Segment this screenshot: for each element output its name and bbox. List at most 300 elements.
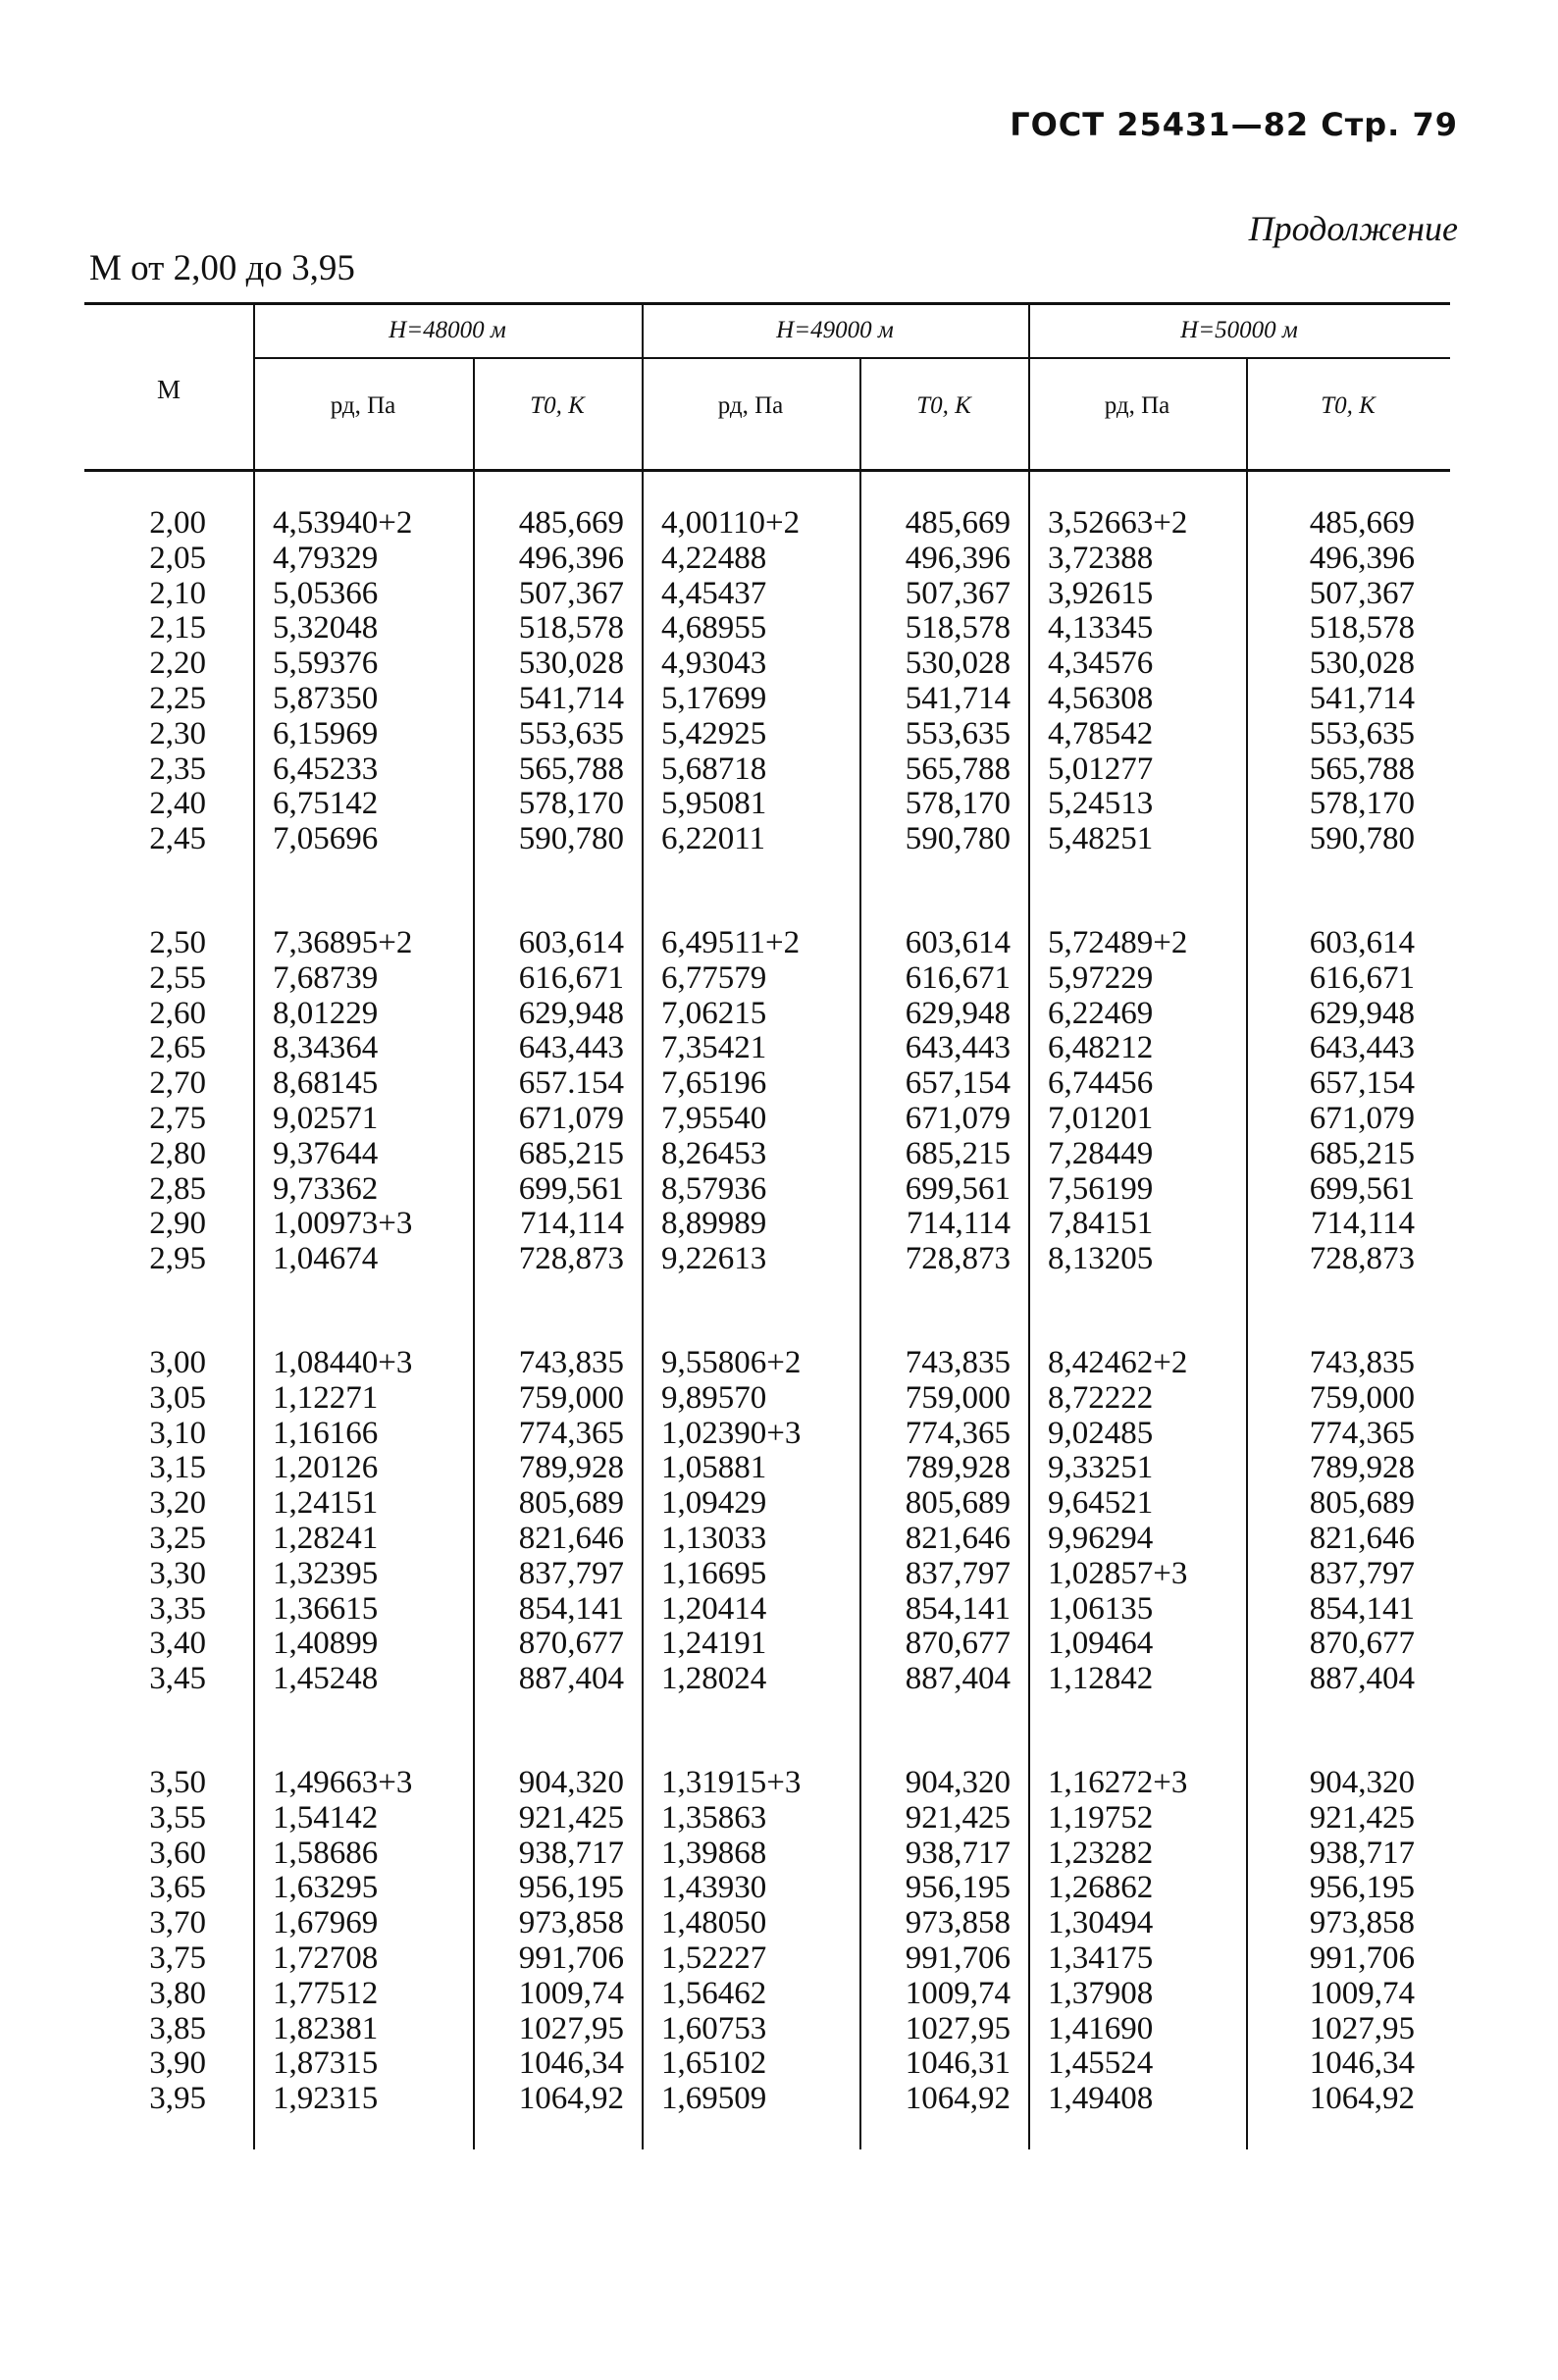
- table-cell: 854,141: [905, 1590, 1011, 1627]
- table-cell: 4,68955: [661, 610, 767, 647]
- table-cell: 1,30494: [1048, 1905, 1154, 1941]
- table-cell: 4,13345: [1048, 610, 1154, 647]
- table-cell: 805,689: [1309, 1485, 1415, 1522]
- table-cell: 3,52663+2: [1048, 505, 1188, 541]
- table-cell: 904,320: [518, 1765, 624, 1800]
- table-cell: 5,17699: [661, 680, 767, 716]
- mach-column: [84, 506, 206, 857]
- table-cell: 938,717: [1309, 1835, 1415, 1871]
- temp-48000-column: [477, 506, 624, 857]
- table-cell: 821,646: [905, 1520, 1011, 1556]
- table-cell: 8,34364: [273, 1030, 379, 1066]
- table-cell: 1,35863: [661, 1799, 767, 1836]
- table-cell: 1,28024: [661, 1661, 767, 1697]
- table-cell: 3,92615: [1048, 575, 1154, 611]
- group-height-49000: H=49000 м: [776, 317, 894, 343]
- table-cell: 3,50: [149, 1765, 206, 1800]
- table-cell: 7,01201: [1048, 1100, 1154, 1136]
- table-cell: 9,73362: [273, 1170, 379, 1207]
- table-cell: 7,28449: [1048, 1135, 1154, 1171]
- table-cell: 1,02857+3: [1048, 1555, 1188, 1591]
- table-cell: 1,54142: [273, 1799, 379, 1836]
- pressure-48000-column: [273, 1766, 469, 2117]
- table-cell: 5,87350: [273, 680, 379, 716]
- table-cell: 2,80: [149, 1135, 206, 1171]
- table-cell: 7,35421: [661, 1030, 767, 1066]
- table-cell: 3,35: [149, 1590, 206, 1627]
- table-cell: 3,25: [149, 1520, 206, 1556]
- table-cell: 590,780: [905, 821, 1011, 857]
- table-cell: 1,69509: [661, 2081, 767, 2117]
- temp-48000-column: [477, 1766, 624, 2117]
- table-cell: 743,835: [518, 1345, 624, 1380]
- table-cell: 2,10: [149, 575, 206, 611]
- table-cell: 530,028: [1309, 646, 1415, 682]
- table-cell: 8,01229: [273, 995, 379, 1031]
- table-cell: 7,68739: [273, 959, 379, 996]
- table-cell: 685,215: [518, 1135, 624, 1171]
- table-cell: 530,028: [905, 646, 1011, 682]
- pressure-50000-column: [1048, 926, 1244, 1277]
- table-cell: 1046,34: [518, 2045, 624, 2082]
- table-cell: 991,706: [905, 1940, 1011, 1976]
- table-cell: 9,89570: [661, 1379, 767, 1416]
- table-cell: 685,215: [905, 1135, 1011, 1171]
- table-cell: 2,65: [149, 1030, 206, 1066]
- table-cell: 973,858: [518, 1905, 624, 1941]
- table-cell: 3,72388: [1048, 540, 1154, 576]
- table-cell: 3,55: [149, 1799, 206, 1836]
- table-cell: 699,561: [1309, 1170, 1415, 1207]
- table-cell: 6,48212: [1048, 1030, 1154, 1066]
- table-cell: 6,74456: [1048, 1065, 1154, 1102]
- table-cell: 3,10: [149, 1415, 206, 1451]
- table-cell: 1,49408: [1048, 2081, 1154, 2117]
- table-cell: 921,425: [1309, 1799, 1415, 1836]
- table-cell: 2,00: [149, 505, 206, 541]
- table-cell: 4,53940+2: [273, 505, 413, 541]
- table-cell: 1009,74: [1309, 1975, 1415, 2011]
- table-cell: 4,22488: [661, 540, 767, 576]
- pressure-50000-column: [1048, 1766, 1244, 2117]
- table-cell: 8,89989: [661, 1206, 767, 1242]
- table-cell: 870,677: [1309, 1626, 1415, 1662]
- table-cell: 789,928: [518, 1450, 624, 1486]
- table-cell: 699,561: [905, 1170, 1011, 1207]
- table-cell: 7,56199: [1048, 1170, 1154, 1207]
- continuation-label: Продолжение: [1248, 209, 1458, 248]
- table-cell: 1,26862: [1048, 1870, 1154, 1906]
- column-divider: [473, 359, 475, 2149]
- table-cell: 973,858: [1309, 1905, 1415, 1941]
- pressure-48000-column: [273, 506, 469, 857]
- table-cell: 789,928: [1309, 1450, 1415, 1486]
- table-cell: 759,000: [1309, 1379, 1415, 1416]
- table-cell: 1,05881: [661, 1450, 767, 1486]
- table-cell: 9,37644: [273, 1135, 379, 1171]
- table-cell: 2,50: [149, 925, 206, 960]
- temp-49000-column: [863, 926, 1011, 1277]
- table-cell: 3,85: [149, 2010, 206, 2046]
- table-cell: 973,858: [905, 1905, 1011, 1941]
- row-header-m: М: [156, 375, 181, 404]
- table-cell: 2,85: [149, 1170, 206, 1207]
- table-cell: 1,56462: [661, 1975, 767, 2011]
- table-cell: 714,114: [906, 1206, 1011, 1242]
- table-cell: 8,68145: [273, 1065, 379, 1102]
- column-divider: [1028, 305, 1030, 2149]
- table-cell: 2,30: [149, 715, 206, 751]
- table-cell: 2,60: [149, 995, 206, 1031]
- table-cell: 2,40: [149, 786, 206, 822]
- table-cell: 1,24191: [661, 1626, 767, 1662]
- table-cell: 496,396: [518, 540, 624, 576]
- table-cell: 1046,34: [1309, 2045, 1415, 2082]
- table-cell: 921,425: [518, 1799, 624, 1836]
- table-cell: 507,367: [518, 575, 624, 611]
- table-cell: 2,75: [149, 1100, 206, 1136]
- table-cell: 1064,92: [518, 2081, 624, 2117]
- temp-48000-column: [477, 926, 624, 1277]
- temp-50000-column: [1258, 506, 1415, 857]
- pressure-50000-column: [1048, 1346, 1244, 1697]
- table-cell: 1027,95: [1309, 2010, 1415, 2046]
- table-cell: 1027,95: [905, 2010, 1011, 2046]
- temperature-header: T0, К: [530, 392, 585, 419]
- table-cell: 1,12842: [1048, 1661, 1154, 1697]
- table-cell: 1,13033: [661, 1520, 767, 1556]
- table-cell: 3,40: [149, 1626, 206, 1662]
- table-cell: 870,677: [518, 1626, 624, 1662]
- table-cell: 5,48251: [1048, 821, 1154, 857]
- table-cell: 1,24151: [273, 1485, 379, 1522]
- table-cell: 1,04674: [273, 1241, 379, 1277]
- table-cell: 590,780: [518, 821, 624, 857]
- column-divider: [642, 305, 644, 2149]
- temp-49000-column: [863, 1766, 1011, 2117]
- table-cell: 590,780: [1309, 821, 1415, 857]
- table-cell: 6,75142: [273, 786, 379, 822]
- table-cell: 1,20126: [273, 1450, 379, 1486]
- table-cell: 485,669: [905, 505, 1011, 541]
- table-cell: 1,08440+3: [273, 1345, 413, 1380]
- table-cell: 3,20: [149, 1485, 206, 1522]
- table-cell: 8,72222: [1048, 1379, 1154, 1416]
- table-cell: 887,404: [518, 1661, 624, 1697]
- table-cell: 6,49511+2: [661, 925, 801, 960]
- table-cell: 507,367: [905, 575, 1011, 611]
- table-top-rule: [84, 302, 1450, 305]
- table-cell: 1,87315: [273, 2045, 379, 2082]
- table-cell: 3,30: [149, 1555, 206, 1591]
- table-cell: 6,45233: [273, 750, 379, 787]
- table-cell: 837,797: [518, 1555, 624, 1591]
- pressure-50000-column: [1048, 506, 1244, 857]
- table-cell: 837,797: [905, 1555, 1011, 1591]
- table-cell: 3,45: [149, 1661, 206, 1697]
- pressure-48000-column: [273, 926, 469, 1277]
- table-cell: 759,000: [905, 1379, 1011, 1416]
- table-cell: 2,95: [149, 1241, 206, 1277]
- table-cell: 1,09429: [661, 1485, 767, 1522]
- table-cell: 821,646: [518, 1520, 624, 1556]
- group-height-50000: H=50000 м: [1180, 317, 1298, 343]
- table-cell: 9,22613: [661, 1241, 767, 1277]
- table-cell: 938,717: [518, 1835, 624, 1871]
- table-cell: 7,65196: [661, 1065, 767, 1102]
- table-cell: 5,01277: [1048, 750, 1154, 787]
- table-cell: 1,28241: [273, 1520, 379, 1556]
- table-cell: 1,45524: [1048, 2045, 1154, 2082]
- table-cell: 1,40899: [273, 1626, 379, 1662]
- table-cell: 774,365: [1309, 1415, 1415, 1451]
- table-cell: 956,195: [518, 1870, 624, 1906]
- table-cell: 1,49663+3: [273, 1765, 413, 1800]
- table-cell: 2,25: [149, 680, 206, 716]
- table-cell: 887,404: [1309, 1661, 1415, 1697]
- table-cell: 728,873: [518, 1241, 624, 1277]
- table-cell: 887,404: [905, 1661, 1011, 1697]
- table-cell: 904,320: [905, 1765, 1011, 1800]
- table-cell: 1046,31: [905, 2045, 1011, 2082]
- table-cell: 507,367: [1309, 575, 1415, 611]
- table-cell: 8,42462+2: [1048, 1345, 1188, 1380]
- page-header: ГОСТ 25431—82 Стр. 79: [1010, 106, 1458, 143]
- table-cell: 743,835: [905, 1345, 1011, 1380]
- group-height-48000: H=48000 м: [389, 317, 506, 343]
- table-cell: 3,00: [149, 1345, 206, 1380]
- column-divider: [859, 359, 861, 2149]
- temp-49000-column: [863, 506, 1011, 857]
- table-cell: 5,68718: [661, 750, 767, 787]
- table-cell: 8,13205: [1048, 1241, 1154, 1277]
- table-cell: 5,32048: [273, 610, 379, 647]
- table-cell: 4,78542: [1048, 715, 1154, 751]
- table-cell: 1,36615: [273, 1590, 379, 1627]
- table-cell: 657,154: [905, 1065, 1011, 1102]
- table-cell: 1,00973+3: [273, 1206, 413, 1242]
- table-cell: 759,000: [518, 1379, 624, 1416]
- table-cell: 805,689: [905, 1485, 1011, 1522]
- table-cell: 938,717: [905, 1835, 1011, 1871]
- table-cell: 5,24513: [1048, 786, 1154, 822]
- table-cell: 3,80: [149, 1975, 206, 2011]
- table-cell: 7,06215: [661, 995, 767, 1031]
- mach-column: [84, 926, 206, 1277]
- temp-50000-column: [1258, 926, 1415, 1277]
- table-cell: 3,90: [149, 2045, 206, 2082]
- pressure-header: рд, Па: [717, 392, 784, 419]
- table-cell: 5,42925: [661, 715, 767, 751]
- pressure-49000-column: [661, 926, 857, 1277]
- table-cell: 1,92315: [273, 2081, 379, 2117]
- temp-48000-column: [477, 1346, 624, 1697]
- table-cell: 1,20414: [661, 1590, 767, 1627]
- table-cell: 4,93043: [661, 646, 767, 682]
- table-cell: 7,95540: [661, 1100, 767, 1136]
- table-cell: 7,84151: [1048, 1206, 1154, 1242]
- table-cell: 837,797: [1309, 1555, 1415, 1591]
- table-cell: 603,614: [518, 925, 624, 960]
- temp-49000-column: [863, 1346, 1011, 1697]
- table-cell: 991,706: [518, 1940, 624, 1976]
- table-cell: 6,15969: [273, 715, 379, 751]
- table-cell: 565,788: [518, 750, 624, 787]
- table-cell: 9,02571: [273, 1100, 379, 1136]
- table-cell: 541,714: [1309, 680, 1415, 716]
- table-cell: 629,948: [518, 995, 624, 1031]
- mach-column: [84, 1346, 206, 1697]
- table-cell: 4,79329: [273, 540, 379, 576]
- table-cell: 578,170: [905, 786, 1011, 822]
- table-cell: 774,365: [905, 1415, 1011, 1451]
- temp-50000-column: [1258, 1346, 1415, 1697]
- table-cell: 1,12271: [273, 1379, 379, 1416]
- table-cell: 991,706: [1309, 1940, 1415, 1976]
- table-cell: 821,646: [1309, 1520, 1415, 1556]
- table-cell: 5,95081: [661, 786, 767, 822]
- table-cell: 553,635: [518, 715, 624, 751]
- table-cell: 4,00110+2: [661, 505, 801, 541]
- table-cell: 616,671: [518, 959, 624, 996]
- table-cell: 9,02485: [1048, 1415, 1154, 1451]
- table-cell: 7,36895+2: [273, 925, 413, 960]
- table-cell: 9,64521: [1048, 1485, 1154, 1522]
- table-cell: 699,561: [518, 1170, 624, 1207]
- header-divider-rule: [253, 357, 1450, 359]
- table-cell: 553,635: [905, 715, 1011, 751]
- table-cell: 1,65102: [661, 2045, 767, 2082]
- table-cell: 5,72489+2: [1048, 925, 1188, 960]
- table-cell: 541,714: [518, 680, 624, 716]
- table-cell: 1,23282: [1048, 1835, 1154, 1871]
- table-cell: 530,028: [518, 646, 624, 682]
- table-cell: 643,443: [518, 1030, 624, 1066]
- table-cell: 518,578: [1309, 610, 1415, 647]
- table-cell: 1009,74: [518, 1975, 624, 2011]
- table-cell: 643,443: [1309, 1030, 1415, 1066]
- table-cell: 3,75: [149, 1940, 206, 1976]
- table-cell: 1,82381: [273, 2010, 379, 2046]
- table-cell: 657.154: [518, 1065, 624, 1102]
- table-cell: 728,873: [1309, 1241, 1415, 1277]
- table-cell: 603,614: [905, 925, 1011, 960]
- table-cell: 541,714: [905, 680, 1011, 716]
- table-cell: 1,77512: [273, 1975, 379, 2011]
- table-cell: 714,114: [1310, 1206, 1415, 1242]
- table-cell: 956,195: [905, 1870, 1011, 1906]
- table-cell: 8,57936: [661, 1170, 767, 1207]
- table-cell: 616,671: [1309, 959, 1415, 996]
- table-cell: 1,39868: [661, 1835, 767, 1871]
- table-cell: 518,578: [518, 610, 624, 647]
- table-cell: 2,05: [149, 540, 206, 576]
- table-cell: 671,079: [1309, 1100, 1415, 1136]
- table-cell: 3,05: [149, 1379, 206, 1416]
- table-cell: 1,16166: [273, 1415, 379, 1451]
- table-cell: 9,55806+2: [661, 1345, 802, 1380]
- table-cell: 4,56308: [1048, 680, 1154, 716]
- pressure-49000-column: [661, 1766, 857, 2117]
- table-cell: 553,635: [1309, 715, 1415, 751]
- table-cell: 1,52227: [661, 1940, 767, 1976]
- table-cell: 1064,92: [1309, 2081, 1415, 2117]
- table-cell: 3,95: [149, 2081, 206, 2117]
- table-cell: 5,05366: [273, 575, 379, 611]
- table-cell: 1,45248: [273, 1661, 379, 1697]
- table-cell: 616,671: [905, 959, 1011, 996]
- table-cell: 1,63295: [273, 1870, 379, 1906]
- table-cell: 904,320: [1309, 1765, 1415, 1800]
- table-cell: 578,170: [1309, 786, 1415, 822]
- table-cell: 485,669: [1309, 505, 1415, 541]
- table-cell: 1009,74: [905, 1975, 1011, 2011]
- table-cell: 1,34175: [1048, 1940, 1154, 1976]
- table-cell: 643,443: [905, 1030, 1011, 1066]
- table-cell: 7,05696: [273, 821, 379, 857]
- table-cell: 3,65: [149, 1870, 206, 1906]
- table-cell: 9,96294: [1048, 1520, 1154, 1556]
- table-cell: 2,90: [149, 1206, 206, 1242]
- table-cell: 565,788: [905, 750, 1011, 787]
- column-divider: [1246, 359, 1248, 2149]
- table-cell: 1,06135: [1048, 1590, 1154, 1627]
- table-cell: 805,689: [518, 1485, 624, 1522]
- table-cell: 685,215: [1309, 1135, 1415, 1171]
- table-cell: 1,16272+3: [1048, 1765, 1188, 1800]
- table-cell: 870,677: [905, 1626, 1011, 1662]
- table-cell: 2,55: [149, 959, 206, 996]
- table-cell: 671,079: [518, 1100, 624, 1136]
- temperature-header: T0, К: [916, 392, 971, 419]
- data-table: [84, 302, 1450, 2166]
- table-cell: 789,928: [905, 1450, 1011, 1486]
- table-cell: 5,59376: [273, 646, 379, 682]
- table-cell: 1,09464: [1048, 1626, 1154, 1662]
- table-cell: 1,48050: [661, 1905, 767, 1941]
- table-cell: 3,70: [149, 1905, 206, 1941]
- table-cell: 1,60753: [661, 2010, 767, 2046]
- table-cell: 3,60: [149, 1835, 206, 1871]
- table-cell: 854,141: [1309, 1590, 1415, 1627]
- table-cell: 8,26453: [661, 1135, 767, 1171]
- table-cell: 485,669: [518, 505, 624, 541]
- table-cell: 1064,92: [905, 2081, 1011, 2117]
- temperature-header: T0, К: [1321, 392, 1376, 419]
- table-cell: 854,141: [518, 1590, 624, 1627]
- table-cell: 6,22011: [661, 821, 766, 857]
- table-cell: 1027,95: [518, 2010, 624, 2046]
- table-cell: 921,425: [905, 1799, 1011, 1836]
- range-caption: М от 2,00 до 3,95: [89, 248, 355, 288]
- table-cell: 6,77579: [661, 959, 767, 996]
- table-cell: 6,22469: [1048, 995, 1154, 1031]
- table-cell: 671,079: [905, 1100, 1011, 1136]
- table-cell: 2,35: [149, 750, 206, 787]
- table-cell: 774,365: [518, 1415, 624, 1451]
- pressure-49000-column: [661, 1346, 857, 1697]
- table-cell: 565,788: [1309, 750, 1415, 787]
- column-divider: [253, 305, 255, 2149]
- pressure-header: рд, Па: [1104, 392, 1170, 419]
- table-cell: 956,195: [1309, 1870, 1415, 1906]
- table-cell: 1,72708: [273, 1940, 379, 1976]
- temp-50000-column: [1258, 1766, 1415, 2117]
- table-cell: 1,37908: [1048, 1975, 1154, 2011]
- pressure-header: рд, Па: [330, 392, 396, 419]
- table-cell: 629,948: [905, 995, 1011, 1031]
- table-cell: 1,32395: [273, 1555, 379, 1591]
